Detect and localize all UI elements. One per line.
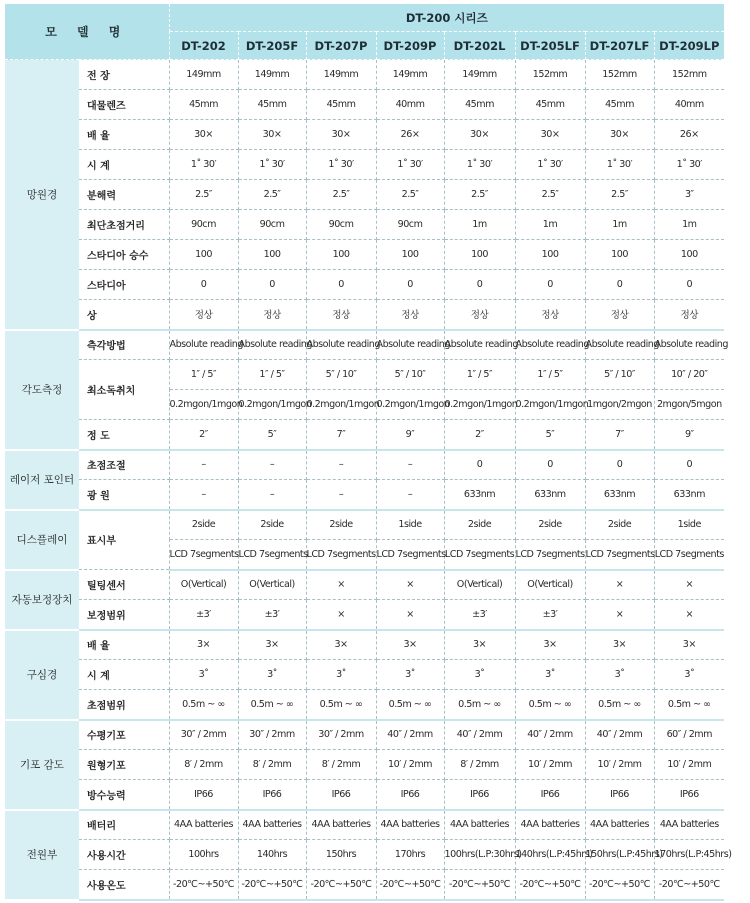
spec-row (5, 420, 724, 450)
value-cell: 3˚ (306, 660, 376, 690)
value-cell: Absolute reading (376, 330, 444, 360)
value-cell: 0.2mgon/1mgon (238, 390, 306, 420)
item-label: 원형기포 (79, 750, 169, 780)
value-cell: – (306, 480, 376, 510)
value-cell: 2.5″ (238, 180, 306, 210)
spec-table (5, 4, 732, 901)
value-cell: – (376, 450, 444, 480)
model-header: DT-207LF (585, 32, 654, 60)
value-cell: 0.5m ~ ∞ (376, 690, 444, 720)
model-name-header: 모 델 명 (5, 4, 169, 60)
item-label: 보정범위 (79, 600, 169, 630)
value-cell: 0 (306, 270, 376, 300)
model-header: DT-202L (444, 32, 515, 60)
value-cell: 0 (169, 270, 238, 300)
value-cell: 149mm (376, 60, 444, 90)
value-cell: 30× (306, 120, 376, 150)
value-cell: 2side (585, 510, 654, 540)
value-cell: 2.5″ (376, 180, 444, 210)
value-cell: 1″ / 5″ (238, 360, 306, 390)
item-label: 최단초점거리 (79, 210, 169, 240)
spec-row (5, 450, 724, 480)
value-cell: 1m (444, 210, 515, 240)
item-label: 초점범위 (79, 690, 169, 720)
value-cell: 1˚ 30′ (585, 150, 654, 180)
value-cell: 633nm (585, 480, 654, 510)
value-cell: -20℃~+50℃ (585, 870, 654, 900)
value-cell: 4AA batteries (376, 810, 444, 840)
spec-row (5, 630, 724, 660)
value-cell: 149mm (444, 60, 515, 90)
value-cell: 149mm (238, 60, 306, 90)
value-cell: 4AA batteries (169, 810, 238, 840)
value-cell: 30× (444, 120, 515, 150)
value-cell: LCD 7segments (306, 540, 376, 570)
spec-row (5, 720, 724, 750)
category-cell: 구심경 (5, 630, 79, 720)
item-label: 분해력 (79, 180, 169, 210)
value-cell: 5″ / 10″ (585, 360, 654, 390)
value-cell: 100 (444, 240, 515, 270)
value-cell: Absolute reading (515, 330, 585, 360)
value-cell: 3˚ (515, 660, 585, 690)
category-cell: 전원부 (5, 810, 79, 900)
value-cell: – (169, 450, 238, 480)
value-cell: 정상 (376, 300, 444, 330)
value-cell: 5″ (238, 420, 306, 450)
value-cell: 정상 (444, 300, 515, 330)
value-cell: 정상 (169, 300, 238, 330)
value-cell: 9″ (376, 420, 444, 450)
value-cell: 4AA batteries (238, 810, 306, 840)
value-cell: Absolute reading (169, 330, 238, 360)
value-cell: 140hrs(L.P:45hrs) (515, 840, 585, 870)
category-cell: 레이저 포인터 (5, 450, 79, 510)
value-cell: -20℃~+50℃ (306, 870, 376, 900)
spec-row (5, 690, 724, 720)
value-cell: 0 (444, 450, 515, 480)
item-label: 수평기포 (79, 720, 169, 750)
value-cell: 40″ / 2mm (376, 720, 444, 750)
spec-row (5, 660, 724, 690)
value-cell: 2side (306, 510, 376, 540)
value-cell: 30× (238, 120, 306, 150)
spec-row (5, 840, 724, 870)
value-cell: 152mm (515, 60, 585, 90)
value-cell: 40mm (376, 90, 444, 120)
value-cell: × (306, 600, 376, 630)
category-cell: 자동보정장치 (5, 570, 79, 630)
value-cell: 2″ (444, 420, 515, 450)
value-cell: 1mgon/2mgon (585, 390, 654, 420)
value-cell: 9″ (654, 420, 724, 450)
value-cell: 100 (169, 240, 238, 270)
value-cell: 3˚ (238, 660, 306, 690)
value-cell: 1″ / 5″ (515, 360, 585, 390)
item-label: 배 율 (79, 630, 169, 660)
spec-row (5, 600, 724, 630)
spec-row (5, 810, 724, 840)
model-header: DT-209P (376, 32, 444, 60)
value-cell: 100hrs(L.P:30hrs) (444, 840, 515, 870)
value-cell: 45mm (169, 90, 238, 120)
value-cell: 정상 (238, 300, 306, 330)
value-cell: × (585, 600, 654, 630)
value-cell: 0 (654, 270, 724, 300)
value-cell: Absolute reading (238, 330, 306, 360)
value-cell: 40″ / 2mm (585, 720, 654, 750)
value-cell: 5″ (515, 420, 585, 450)
spec-body (5, 60, 732, 900)
value-cell: 4AA batteries (654, 810, 724, 840)
value-cell: × (585, 570, 654, 600)
value-cell: 40″ / 2mm (515, 720, 585, 750)
value-cell: 1˚ 30′ (444, 150, 515, 180)
value-cell: 150hrs (306, 840, 376, 870)
value-cell: 0 (376, 270, 444, 300)
value-cell: 정상 (654, 300, 724, 330)
value-cell: 30× (515, 120, 585, 150)
spec-row (5, 210, 724, 240)
value-cell: IP66 (169, 780, 238, 810)
item-label: 측각방법 (79, 330, 169, 360)
value-cell: 100 (515, 240, 585, 270)
value-cell: 1side (376, 510, 444, 540)
value-cell: 0 (515, 270, 585, 300)
value-cell: LCD 7segments (444, 540, 515, 570)
value-cell: IP66 (515, 780, 585, 810)
item-label: 초점조절 (79, 450, 169, 480)
value-cell: 1˚ 30′ (306, 150, 376, 180)
value-cell: O(Vertical) (515, 570, 585, 600)
value-cell: 0.2mgon/1mgon (515, 390, 585, 420)
value-cell: 30× (585, 120, 654, 150)
category-cell: 기포 감도 (5, 720, 79, 810)
value-cell: 10′ / 2mm (376, 750, 444, 780)
value-cell: 4AA batteries (585, 810, 654, 840)
value-cell: 1m (515, 210, 585, 240)
value-cell: 30″ / 2mm (169, 720, 238, 750)
spec-row (5, 510, 724, 540)
value-cell: 0.2mgon/1mgon (444, 390, 515, 420)
item-label: 사용시간 (79, 840, 169, 870)
value-cell: 3× (238, 630, 306, 660)
item-label: 시 계 (79, 660, 169, 690)
value-cell: 150hrs(L.P:45hrs) (585, 840, 654, 870)
value-cell: 0.5m ~ ∞ (515, 690, 585, 720)
series-header: DT-200 시리즈 (169, 4, 724, 32)
value-cell: × (376, 570, 444, 600)
value-cell: 90cm (169, 210, 238, 240)
value-cell: 3″ (654, 180, 724, 210)
value-cell: × (376, 600, 444, 630)
value-cell: 0 (585, 270, 654, 300)
value-cell: 3× (444, 630, 515, 660)
value-cell: – (376, 480, 444, 510)
value-cell: 2mgon/5mgon (654, 390, 724, 420)
value-cell: 10′ / 2mm (654, 750, 724, 780)
value-cell: 45mm (444, 90, 515, 120)
item-label: 정 도 (79, 420, 169, 450)
value-cell: 3˚ (585, 660, 654, 690)
value-cell: 100hrs (169, 840, 238, 870)
value-cell: 3× (376, 630, 444, 660)
value-cell: -20℃~+50℃ (654, 870, 724, 900)
value-cell: 30″ / 2mm (306, 720, 376, 750)
value-cell: 3× (585, 630, 654, 660)
value-cell: 정상 (515, 300, 585, 330)
item-label: 표시부 (79, 510, 169, 570)
value-cell: 100 (238, 240, 306, 270)
value-cell: 1˚ 30′ (376, 150, 444, 180)
value-cell: 149mm (169, 60, 238, 90)
value-cell: 633nm (515, 480, 585, 510)
value-cell: 2side (238, 510, 306, 540)
value-cell: 0 (654, 450, 724, 480)
value-cell: 0.5m ~ ∞ (169, 690, 238, 720)
item-label: 스타디아 (79, 270, 169, 300)
value-cell: 7″ (585, 420, 654, 450)
value-cell: 5″ / 10″ (306, 360, 376, 390)
value-cell: LCD 7segments (376, 540, 444, 570)
header-row-series (5, 4, 724, 32)
value-cell: -20℃~+50℃ (238, 870, 306, 900)
spec-row (5, 870, 724, 900)
value-cell: 2side (169, 510, 238, 540)
item-label: 방수능력 (79, 780, 169, 810)
value-cell: 100 (306, 240, 376, 270)
model-header: DT-207P (306, 32, 376, 60)
value-cell: -20℃~+50℃ (376, 870, 444, 900)
value-cell: -20℃~+50℃ (444, 870, 515, 900)
value-cell: 0 (515, 450, 585, 480)
value-cell: 45mm (238, 90, 306, 120)
value-cell: 633nm (444, 480, 515, 510)
value-cell: 3˚ (654, 660, 724, 690)
spec-row (5, 330, 724, 360)
spec-row (5, 570, 724, 600)
model-header: DT-205F (238, 32, 306, 60)
value-cell: 3× (654, 630, 724, 660)
spec-row (5, 360, 724, 390)
value-cell: – (238, 450, 306, 480)
value-cell: 30× (169, 120, 238, 150)
spec-row (5, 300, 724, 330)
value-cell: -20℃~+50℃ (169, 870, 238, 900)
value-cell: 45mm (585, 90, 654, 120)
value-cell: 45mm (306, 90, 376, 120)
value-cell: 100 (585, 240, 654, 270)
value-cell: 90cm (376, 210, 444, 240)
value-cell: 2″ (169, 420, 238, 450)
value-cell: 40mm (654, 90, 724, 120)
value-cell: 10′ / 2mm (585, 750, 654, 780)
value-cell: 0 (444, 270, 515, 300)
value-cell: 2.5″ (444, 180, 515, 210)
value-cell: 1″ / 5″ (444, 360, 515, 390)
value-cell: LCD 7segments (238, 540, 306, 570)
value-cell: 0.5m ~ ∞ (306, 690, 376, 720)
model-header: DT-205LF (515, 32, 585, 60)
value-cell: 60″ / 2mm (654, 720, 724, 750)
value-cell: 4AA batteries (306, 810, 376, 840)
value-cell: ±3′ (515, 600, 585, 630)
value-cell: -20℃~+50℃ (515, 870, 585, 900)
value-cell: 10″ / 20″ (654, 360, 724, 390)
value-cell: – (306, 450, 376, 480)
value-cell: 40″ / 2mm (444, 720, 515, 750)
value-cell: 30″ / 2mm (238, 720, 306, 750)
value-cell: 170hrs(L.P:45hrs) (654, 840, 724, 870)
value-cell: 152mm (654, 60, 724, 90)
value-cell: Absolute reading (585, 330, 654, 360)
item-label: 스타디아 승수 (79, 240, 169, 270)
value-cell: IP66 (585, 780, 654, 810)
value-cell: – (169, 480, 238, 510)
value-cell: × (654, 570, 724, 600)
value-cell: 45mm (515, 90, 585, 120)
value-cell: 1˚ 30′ (238, 150, 306, 180)
item-label: 배터리 (79, 810, 169, 840)
value-cell: 90cm (238, 210, 306, 240)
value-cell: LCD 7segments (654, 540, 724, 570)
item-label: 전 장 (79, 60, 169, 90)
value-cell: 170hrs (376, 840, 444, 870)
value-cell: 2.5″ (585, 180, 654, 210)
value-cell: 정상 (585, 300, 654, 330)
value-cell: Absolute reading (306, 330, 376, 360)
item-label: 상 (79, 300, 169, 330)
value-cell: 1m (585, 210, 654, 240)
item-label: 광 원 (79, 480, 169, 510)
value-cell: 7″ (306, 420, 376, 450)
item-label: 대물렌즈 (79, 90, 169, 120)
value-cell: 2.5″ (306, 180, 376, 210)
item-label: 최소독취치 (79, 360, 169, 420)
value-cell: IP66 (238, 780, 306, 810)
value-cell: 3˚ (376, 660, 444, 690)
value-cell: Absolute reading (444, 330, 515, 360)
value-cell: O(Vertical) (169, 570, 238, 600)
value-cell: O(Vertical) (444, 570, 515, 600)
item-label: 사용온도 (79, 870, 169, 900)
value-cell: 0 (585, 450, 654, 480)
value-cell: LCD 7segments (585, 540, 654, 570)
model-header: DT-202 (169, 32, 238, 60)
spec-row (5, 60, 724, 90)
value-cell: 8′ / 2mm (169, 750, 238, 780)
value-cell: 1˚ 30′ (169, 150, 238, 180)
value-cell: 152mm (585, 60, 654, 90)
value-cell: 1side (654, 510, 724, 540)
value-cell: 4AA batteries (515, 810, 585, 840)
value-cell: 8′ / 2mm (238, 750, 306, 780)
value-cell: 0.2mgon/1mgon (169, 390, 238, 420)
value-cell: 3× (515, 630, 585, 660)
value-cell: 0.5m ~ ∞ (585, 690, 654, 720)
value-cell: 정상 (306, 300, 376, 330)
category-cell: 각도측정 (5, 330, 79, 450)
value-cell: 3˚ (169, 660, 238, 690)
value-cell: 26× (654, 120, 724, 150)
value-cell: 2.5″ (169, 180, 238, 210)
value-cell: × (306, 570, 376, 600)
value-cell: 8′ / 2mm (444, 750, 515, 780)
value-cell: 0.2mgon/1mgon (376, 390, 444, 420)
value-cell: 10′ / 2mm (515, 750, 585, 780)
value-cell: 0.5m ~ ∞ (238, 690, 306, 720)
spec-row (5, 150, 724, 180)
value-cell: 1˚ 30′ (654, 150, 724, 180)
value-cell: ±3′ (238, 600, 306, 630)
value-cell: 0 (238, 270, 306, 300)
value-cell: 0.2mgon/1mgon (306, 390, 376, 420)
value-cell: 26× (376, 120, 444, 150)
value-cell: 1″ / 5″ (169, 360, 238, 390)
spec-row (5, 120, 724, 150)
value-cell: 3× (306, 630, 376, 660)
value-cell: 140hrs (238, 840, 306, 870)
spec-row (5, 180, 724, 210)
spec-row (5, 780, 724, 810)
value-cell: 5″ / 10″ (376, 360, 444, 390)
value-cell: 2.5″ (515, 180, 585, 210)
value-cell: IP66 (444, 780, 515, 810)
category-cell: 망원경 (5, 60, 79, 330)
item-label: 틸팅센서 (79, 570, 169, 600)
item-label: 시 계 (79, 150, 169, 180)
value-cell: 633nm (654, 480, 724, 510)
spec-row (5, 240, 724, 270)
category-cell: 디스플레이 (5, 510, 79, 570)
value-cell: 90cm (306, 210, 376, 240)
value-cell: × (654, 600, 724, 630)
value-cell: O(Vertical) (238, 570, 306, 600)
value-cell: – (238, 480, 306, 510)
spec-row (5, 270, 724, 300)
value-cell: 0.5m ~ ∞ (654, 690, 724, 720)
value-cell: 100 (654, 240, 724, 270)
value-cell: LCD 7segments (515, 540, 585, 570)
model-header: DT-209LP (654, 32, 724, 60)
value-cell: ±3′ (169, 600, 238, 630)
value-cell: 3× (169, 630, 238, 660)
value-cell: 149mm (306, 60, 376, 90)
value-cell: 1m (654, 210, 724, 240)
value-cell: 4AA batteries (444, 810, 515, 840)
value-cell: IP66 (306, 780, 376, 810)
value-cell: 0.5m ~ ∞ (444, 690, 515, 720)
spec-row (5, 90, 724, 120)
value-cell: 2side (515, 510, 585, 540)
value-cell: IP66 (654, 780, 724, 810)
spec-row (5, 480, 724, 510)
value-cell: ±3′ (444, 600, 515, 630)
value-cell: 3˚ (444, 660, 515, 690)
value-cell: LCD 7segments (169, 540, 238, 570)
item-label: 배 율 (79, 120, 169, 150)
value-cell: IP66 (376, 780, 444, 810)
value-cell: 8′ / 2mm (306, 750, 376, 780)
value-cell: 2side (444, 510, 515, 540)
value-cell: 1˚ 30′ (515, 150, 585, 180)
spec-row (5, 750, 724, 780)
value-cell: 100 (376, 240, 444, 270)
value-cell: Absolute reading (654, 330, 724, 360)
